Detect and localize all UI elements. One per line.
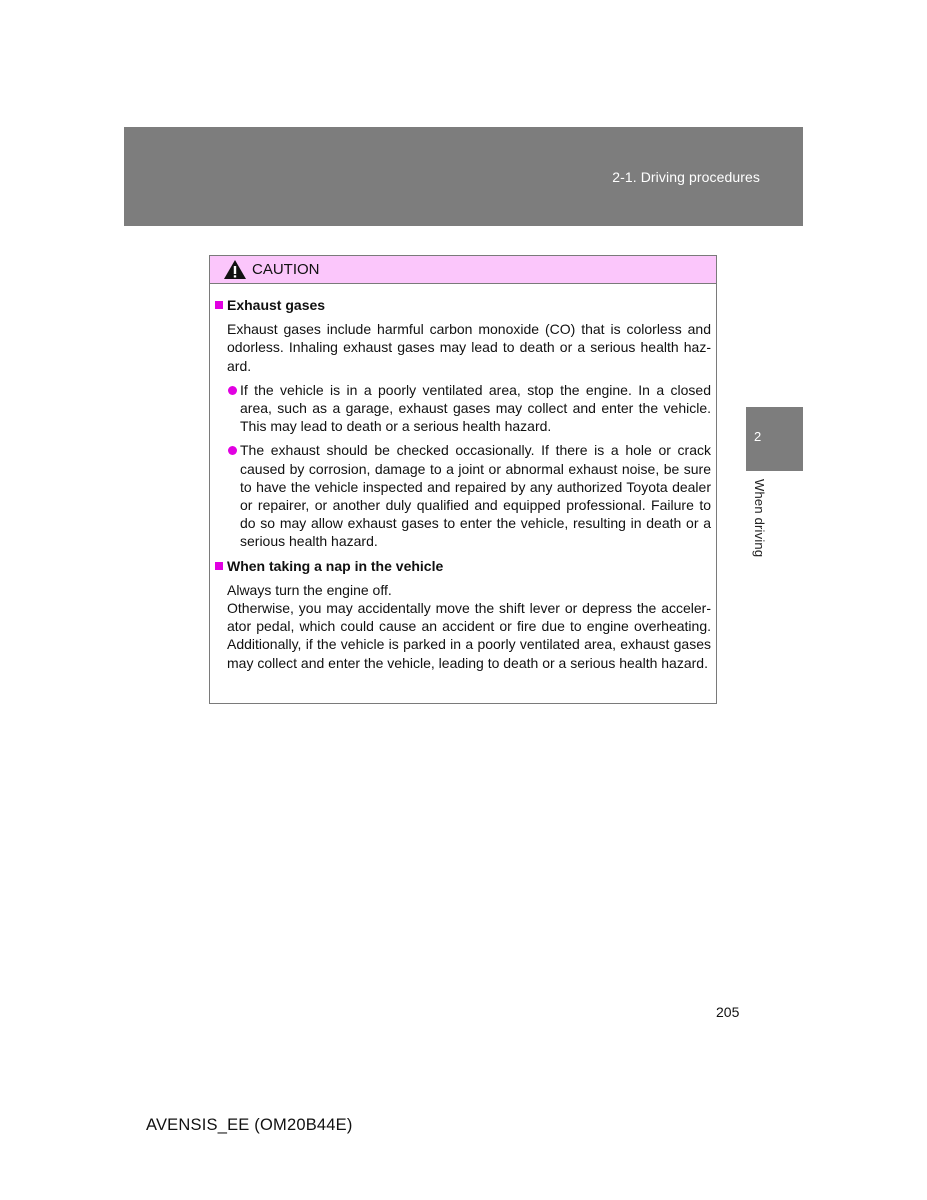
bullet-text: If the vehicle is in a poorly ventilated area, stop the engine. In a closed area, such as a garage, exhaust gases may collect and enter the vehicle. This may lead to death or a serious health hazard. [240,381,711,435]
page-number: 205 [716,1004,740,1020]
exhaust-intro: Exhaust gases include harmful carbon monoxide (CO) that is colorless and odorless. Inhaling exhaust gases may lead to death or a serious health haz-ard. [227,321,711,374]
chapter-number: 2 [754,429,762,444]
section-heading-exhaust [215,296,711,314]
footer-code: AVENSIS_EE (OM20B44E) [146,1116,353,1134]
caution-title: CAUTION [252,261,320,278]
nap-line1: Always turn the engine off. [227,581,392,598]
square-bullet-icon [215,562,223,570]
section-heading-text: When taking a nap in the vehicle [227,557,444,574]
caution-body [210,284,716,672]
nap-body: Otherwise, you may accidentally move the shift lever or depress the acceler-ator pedal, which could cause an accident or fire due to engine overheating. Additionally, if the vehicle is parked in a poorly ventilated area, exhaust gases may collect and enter the vehicle, leading to death or a serious health hazard. [227,600,711,671]
caution-header [210,256,716,284]
bullet-item [227,381,711,436]
bullet-item [227,441,711,550]
square-bullet-icon [215,301,223,309]
section-heading-text: Exhaust gases [227,297,326,313]
chapter-label: When driving [752,479,767,558]
section-heading-nap [215,557,711,575]
chapter-header-band [124,127,803,226]
bullet-dot-icon [228,446,237,455]
warning-triangle-icon [223,259,247,280]
bullet-text: The exhaust should be checked occasionally. If there is a hole or crack caused by corrosion, damage to a joint or abnormal exhaust noise, be sure to have the vehicle inspected and repaired by any authorized Toyota dealer or repairer, or another duly qualified and equipped professional. Failure to do so may allow exhaust gases to enter the vehicle, resulting in death or a serious health hazard. [240,442,711,550]
chapter-side-tab [746,407,803,471]
bullet-dot-icon [228,386,237,395]
section-title: 2-1. Driving procedures [612,169,760,185]
caution-box [209,255,717,704]
